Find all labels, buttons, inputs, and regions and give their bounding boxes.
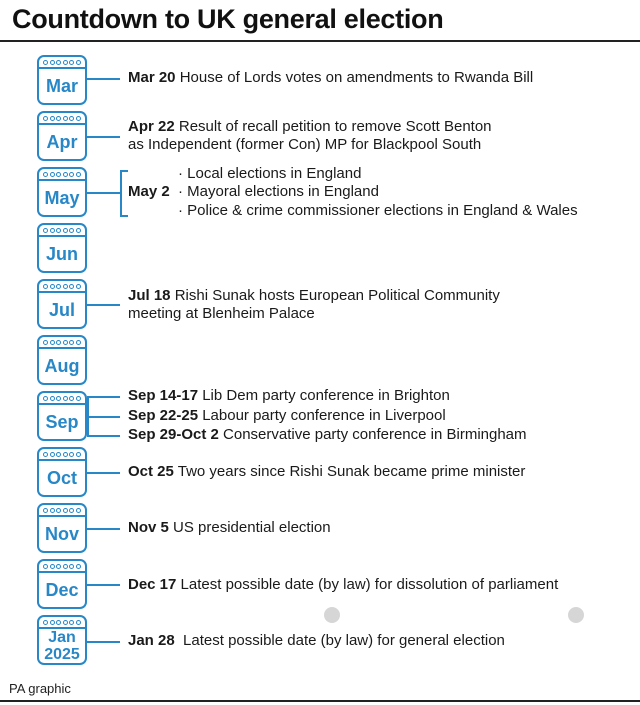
month-label: Aug <box>44 355 80 376</box>
event-apr <box>128 118 492 154</box>
month-label: Apr <box>46 131 78 152</box>
event-date: Oct 25 <box>128 463 174 480</box>
connector-oct <box>87 472 120 474</box>
event-may-item-1: · Local elections in England <box>178 165 362 182</box>
event-date: Jan 28 <box>128 632 175 649</box>
footer-credit: PA graphic <box>9 681 71 696</box>
event-text: Two years since Rishi Sunak became prime minister <box>173 463 526 480</box>
month-label: Oct <box>46 467 77 488</box>
event-text: Labour party conference in Liverpool <box>198 407 446 424</box>
event-date: Sep 22-25 <box>128 407 199 424</box>
event-mar <box>128 69 533 87</box>
month-icon-jul <box>37 279 87 329</box>
connector-apr <box>87 136 120 138</box>
connector-may <box>87 192 120 194</box>
title-divider <box>0 40 640 42</box>
event-date: Nov 5 <box>128 519 169 536</box>
connector-dec <box>87 584 120 586</box>
month-label: Mar <box>45 75 78 96</box>
event-text: US presidential election <box>168 519 331 536</box>
connector-jul <box>87 304 120 306</box>
event-jan <box>128 632 505 650</box>
month-icon-may <box>37 167 87 217</box>
month-label: Sep <box>45 411 79 432</box>
event-sep-3 <box>128 426 527 444</box>
month-label: Jul <box>48 299 75 320</box>
month-icon-jun <box>37 223 87 273</box>
event-date: Mar 20 <box>128 69 176 86</box>
month-icon-mar <box>37 55 87 105</box>
event-sep-2 <box>128 407 446 425</box>
connector-may-top <box>120 170 128 172</box>
event-dec <box>128 576 558 594</box>
connector-sep-2 <box>87 416 120 418</box>
connector-jan <box>87 641 120 643</box>
month-icon-aug <box>37 335 87 385</box>
event-text: Lib Dem party conference in Brighton <box>198 387 450 404</box>
event-may-item-3: · Police & crime commissioner elections in England & Wales <box>178 202 578 219</box>
event-nov <box>128 519 331 537</box>
event-text: House of Lords votes on amendments to Rwanda Bill <box>175 69 534 86</box>
connector-may-bottom <box>120 215 128 217</box>
connector-mar <box>87 78 120 80</box>
event-date: Jul 18 <box>128 287 171 304</box>
event-text-line2: as Independent (former Con) MP for Blackpool South <box>128 136 482 153</box>
month-label: May <box>44 187 80 208</box>
month-label: Jun <box>45 243 78 264</box>
event-text-line2: meeting at Blenheim Palace <box>128 305 315 322</box>
event-date: Sep 29-Oct 2 <box>128 426 219 443</box>
connector-sep-3 <box>87 435 120 437</box>
month-icon-sep <box>37 391 87 441</box>
footer-divider <box>0 700 640 702</box>
event-jul <box>128 287 500 323</box>
connector-nov <box>87 528 120 530</box>
connector-sep-1 <box>87 396 120 398</box>
month-icon-oct <box>37 447 87 497</box>
month-icon-dec <box>37 559 87 609</box>
month-label-line2: 2025 <box>44 645 80 663</box>
event-text: Latest possible date (by law) for general election <box>174 632 505 649</box>
month-icon-nov <box>37 503 87 553</box>
event-may-item-2: · Mayoral elections in England <box>178 183 379 200</box>
month-label: Nov <box>44 523 79 544</box>
watermark-dot-icon <box>324 607 340 623</box>
event-date: Apr 22 <box>128 118 175 135</box>
event-text: Rishi Sunak hosts European Political Community <box>170 287 500 304</box>
event-text: Conservative party conference in Birmingham <box>218 426 527 443</box>
event-date: Sep 14-17 <box>128 387 199 404</box>
month-icon-apr <box>37 111 87 161</box>
event-may-date: May 2 <box>128 183 170 200</box>
page-title: Countdown to UK general election <box>12 4 444 34</box>
watermark-dot-icon <box>568 607 584 623</box>
month-label <box>39 628 85 663</box>
event-text: Latest possible date (by law) for dissolution of parliament <box>176 576 559 593</box>
event-date: Dec 17 <box>128 576 177 593</box>
month-label: Dec <box>45 579 79 600</box>
month-icon-jan-2025 <box>37 615 87 665</box>
month-label-line1: Jan <box>48 628 76 646</box>
event-text: Result of recall petition to remove Scott Benton <box>174 118 492 135</box>
event-oct <box>128 463 525 481</box>
connector-may-bracket <box>120 170 122 216</box>
event-sep-1 <box>128 387 450 405</box>
